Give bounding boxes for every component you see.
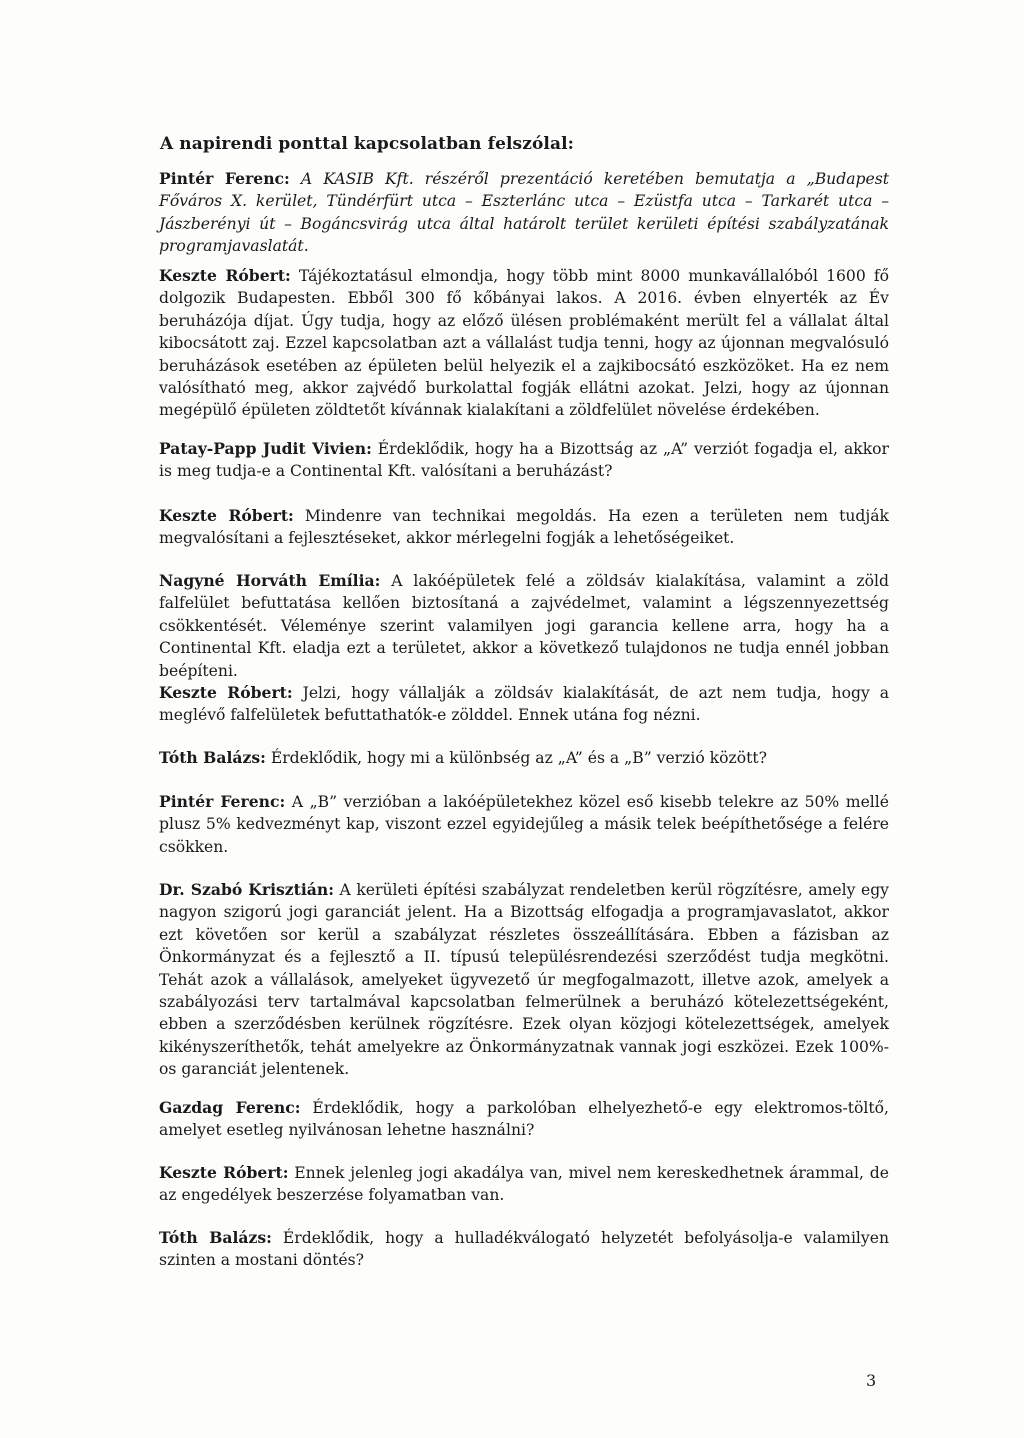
speaker-name: Gazdag Ferenc: bbox=[159, 1098, 301, 1117]
speaker-name: Pintér Ferenc: bbox=[159, 169, 290, 188]
paragraph-text: Tájékoztatásul elmondja, hogy több mint 8000 munkavállalóból 1600 fő dolgozik Budapesten. Ebből 300 fő kőbányai lakos. A 2016. évben elnyerték az Év beruházója díjat. Úgy tudja, hogy az előző ülésen problémaként merült fel a vállalat által kibocsátott zaj. Ezzel kapcsolatban azt a vállalást tudja tenni, hogy az újonnan megvalósuló beruházások esetében az épületen belül helyezik el a zajkibocsátó eszközöket. Ha ez nem valósítható meg, akkor zajvédő burkolattal fogják ellátni azokat. Jelzi, hogy az újonnan megépülő épületen zöldtetőt kívánnak kialakítani a zöldfelület növelése érdekében. bbox=[159, 267, 889, 420]
paragraph-text: Érdeklődik, hogy mi a különbség az „A” és a „B” verzió között? bbox=[265, 749, 768, 767]
paragraph-text: Ennek jelenleg jogi akadálya van, mivel nem kereskedhetnek árammal, de az engedélyek beszerzése folyamatban van. bbox=[159, 1164, 889, 1205]
paragraph-text: A lakóépületek felé a zöldsáv kialakítása, valamint a zöld falfelület befuttatása kellően biztosítaná a zajvédelmet, valamint a légszennyezettség csökkentését. Véleménye szerint valamilyen jogi garancia kellene arra, hogy ha a Continental Kft. eladja ezt a területet, akkor a következő tulajdonos ne tudja ennél jobban beépíteni. bbox=[159, 572, 890, 680]
paragraph-text: Érdeklődik, hogy a hulladékválogató helyzetét befolyásolja-e valamilyen szinten a mostani döntés? bbox=[159, 1229, 890, 1270]
paragraph-keszte-4 bbox=[159, 1162, 889, 1207]
speaker-name: Keszte Róbert: bbox=[159, 506, 294, 525]
paragraph-gazdag bbox=[159, 1097, 889, 1142]
speaker-name: Pintér Ferenc: bbox=[159, 792, 286, 811]
speaker-name: Tóth Balázs: bbox=[159, 1228, 272, 1247]
paragraph-text: A kerületi építési szabályzat rendeletben kerül rögzítésre, amely egy nagyon szigorú jogi garanciát jelent. Ha a Bizottság elfogadja a programjavaslatot, akkor ezt követően sor kerül a szabályzat részletes összeállítására. Ebben a fázisban az Önkormányzat és a fejlesztő a II. típusú településrendezési szerződést tudja megkötni. Tehát azok a vállalások, amelyeket ügyvezető úr megfogalmazott, illetve azok, amelyek a szabályozási terv tartalmával kapcsolatban felmerülnek a beruházó kötelezettségeként, ebben a szerződésben kerülnek rögzítésre. Ezek olyan közjogi kötelezettségek, amelyek kikényszeríthetők, tehát amelyekre az Önkormányzatnak vannak jogi eszközei. Ezek 100%-os garanciát jelentenek. bbox=[159, 881, 889, 1079]
speaker-name: Tóth Balázs: bbox=[159, 748, 266, 767]
paragraph-nagyne bbox=[159, 570, 889, 682]
paragraph-pinter-2 bbox=[159, 791, 889, 858]
paragraph-toth-1 bbox=[159, 747, 889, 769]
speaker-name: Nagyné Horváth Emília: bbox=[159, 571, 381, 590]
paragraph-keszte-3 bbox=[159, 682, 889, 727]
paragraph-text: Mindenre van technikai megoldás. Ha ezen a területen nem tudják megvalósítani a fejlesztéseket, akkor mérlegelni fogják a lehetőségeiket. bbox=[159, 507, 889, 548]
page-number: 3 bbox=[866, 1371, 877, 1390]
speaker-name: Keszte Róbert: bbox=[159, 683, 293, 702]
section-heading: A napirendi ponttal kapcsolatban felszólal: bbox=[160, 134, 575, 154]
paragraph-text: Érdeklődik, hogy a parkolóban elhelyezhető-e egy elektromos-töltő, amelyet esetleg nyilvánosan lehetne használni? bbox=[159, 1099, 890, 1140]
paragraph-keszte-2 bbox=[159, 505, 889, 550]
paragraph-keszte-1 bbox=[159, 265, 889, 422]
paragraph-text: Érdeklődik, hogy ha a Bizottság az „A” verziót fogadja el, akkor is meg tudja-e a Continental Kft. valósítani a beruházást? bbox=[159, 440, 889, 481]
speaker-name: Patay-Papp Judit Vivien: bbox=[159, 439, 372, 458]
paragraph-szabo bbox=[159, 879, 889, 1081]
paragraph-text: A „B” verzióban a lakóépületekhez közel eső kisebb telekre az 50% mellé plusz 5% kedvezményt kap, viszont ezzel egyidejűleg a másik telek beépíthetősége a felére csökken. bbox=[159, 793, 889, 856]
paragraph-pinter-1 bbox=[159, 168, 889, 258]
speaker-name: Keszte Róbert: bbox=[159, 1163, 289, 1182]
paragraph-patay-papp bbox=[159, 438, 889, 483]
paragraph-text: Jelzi, hogy vállalják a zöldsáv kialakítását, de azt nem tudja, hogy a meglévő falfelületek befuttathatók-e zölddel. Ennek utána fog nézni. bbox=[159, 684, 889, 725]
speaker-name: Keszte Róbert: bbox=[159, 266, 291, 285]
speaker-name: Dr. Szabó Krisztián: bbox=[159, 880, 334, 899]
paragraph-text: A KASIB Kft. részéről prezentáció keretében bemutatja a „Budapest Főváros X. kerület, Tündérfürt utca – Eszterlánc utca – Ezüstfa utca – Tarkarét utca – Jászberényi út – Bogáncsvirág utca által határolt terület kerületi építési szabályzatának programjavaslatát. bbox=[159, 170, 889, 256]
paragraph-toth-2 bbox=[159, 1227, 889, 1272]
